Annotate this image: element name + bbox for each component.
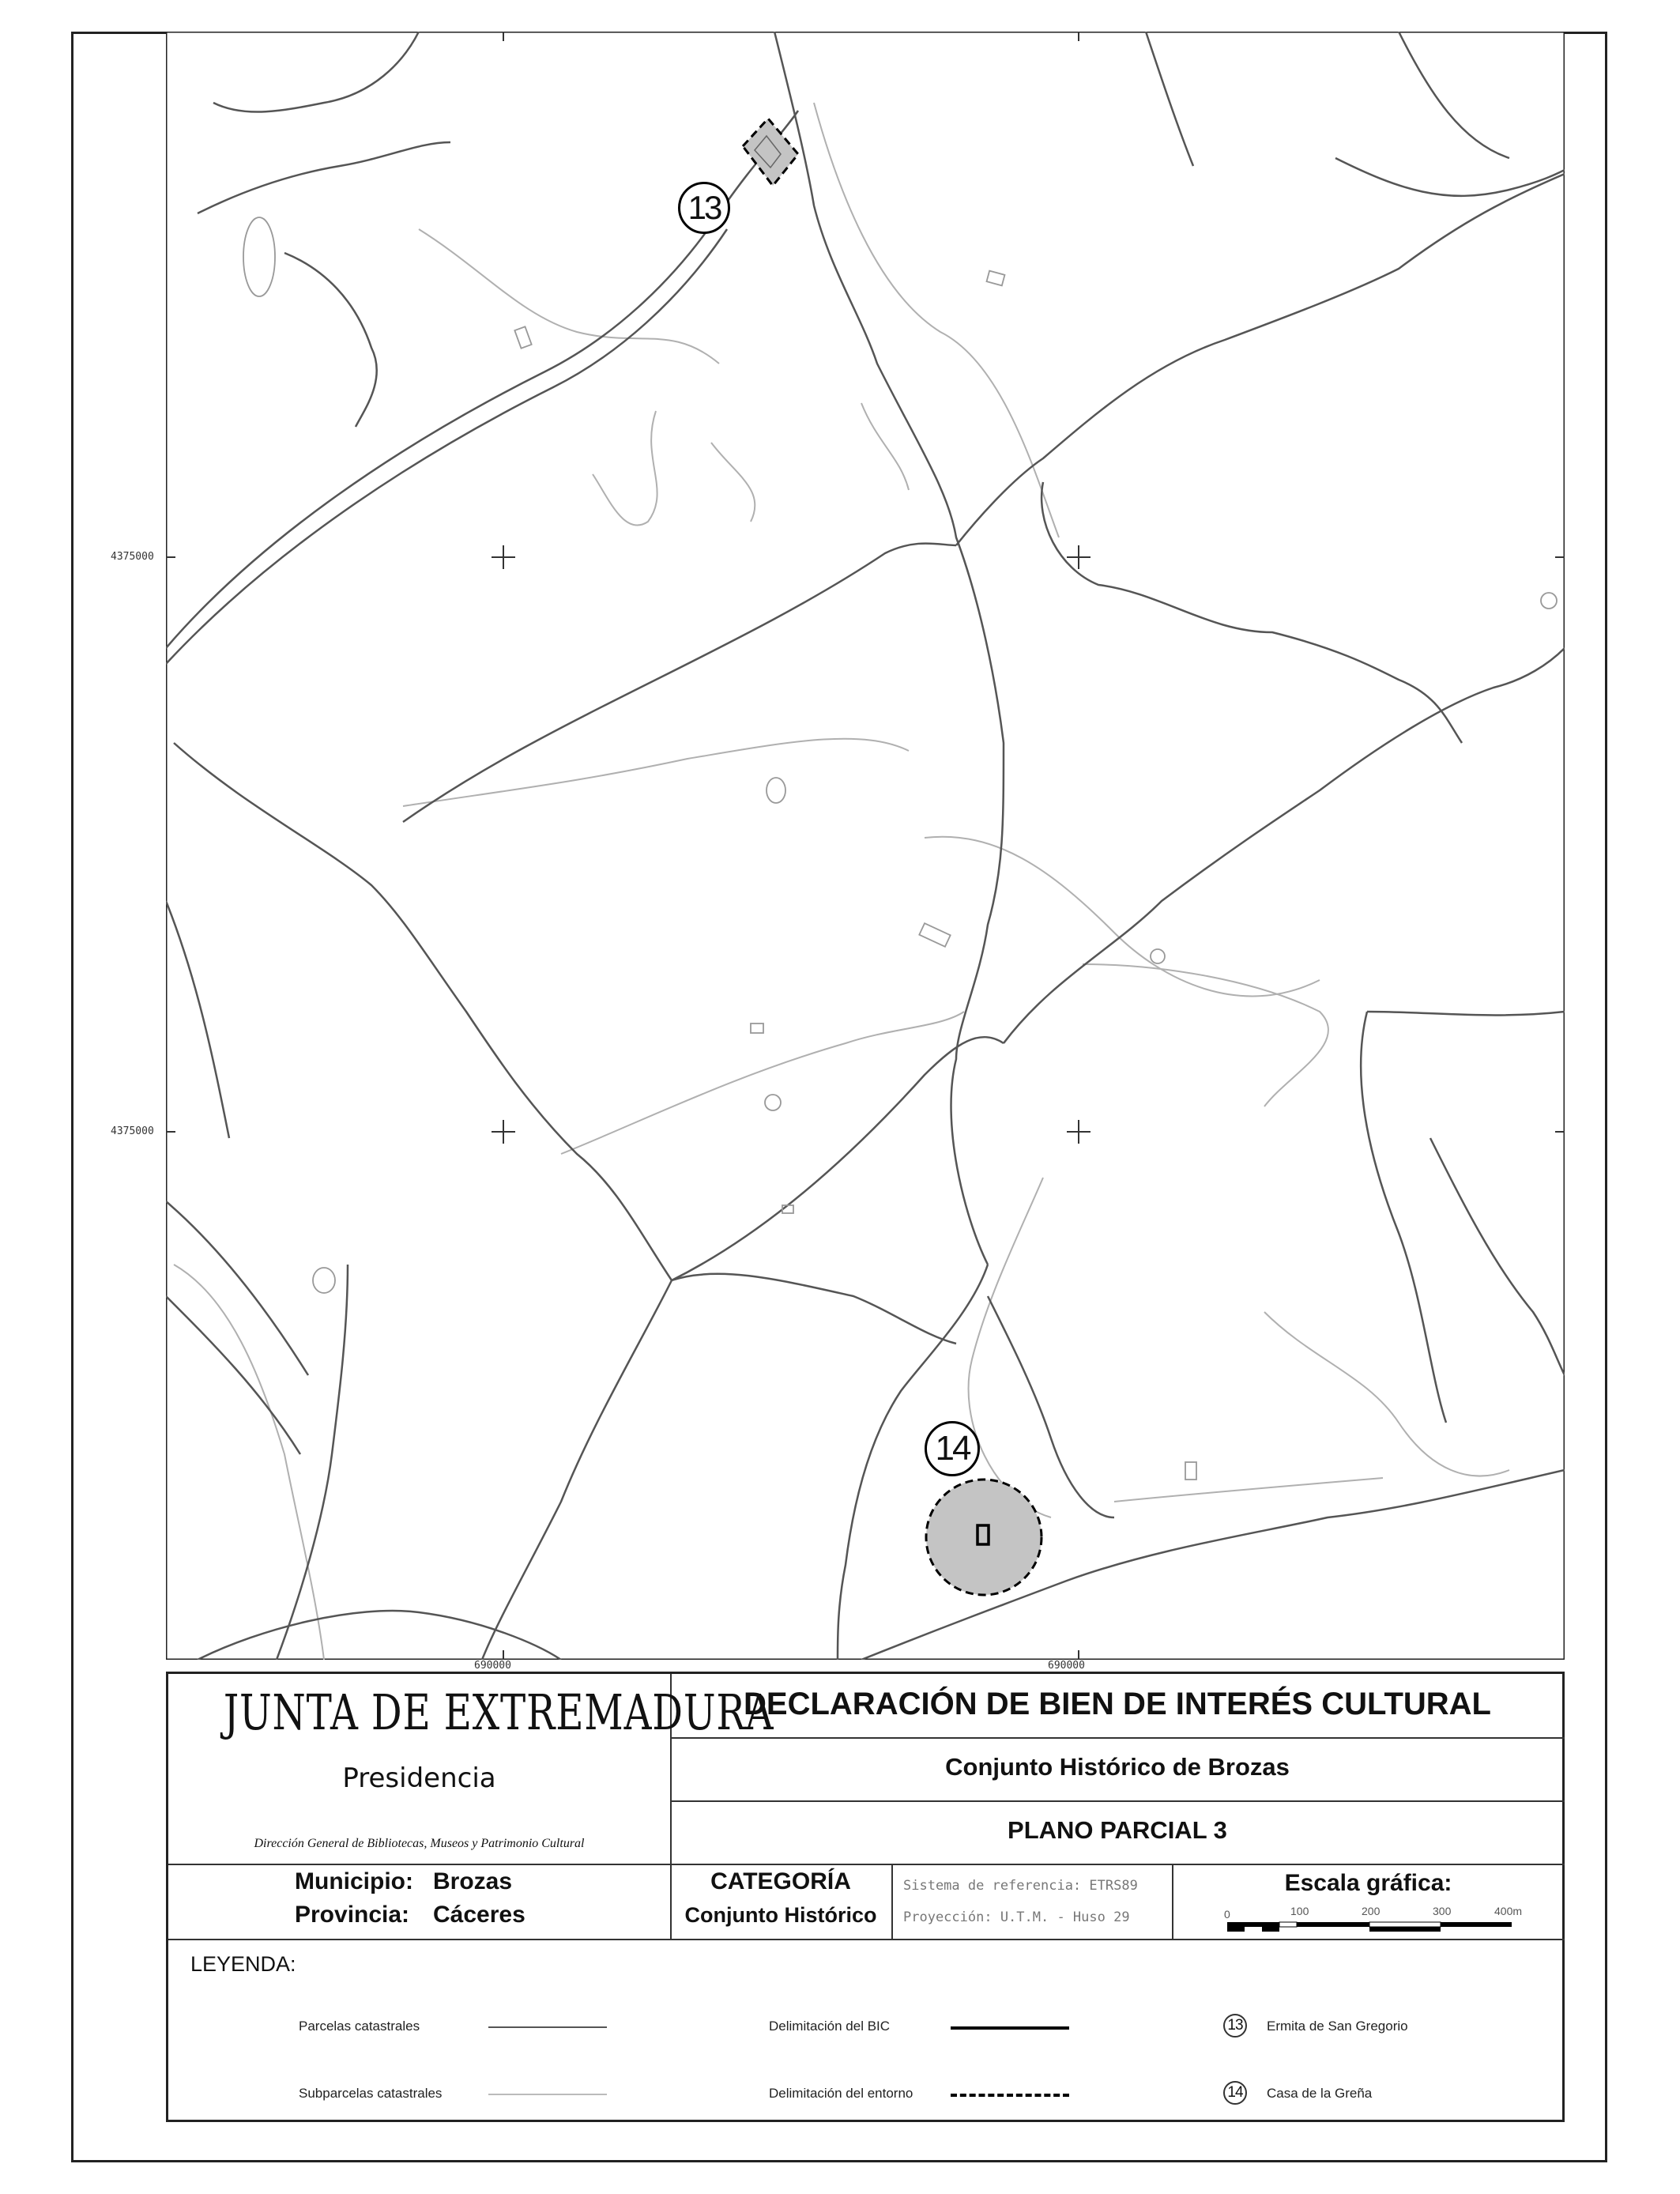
org-name: JUNTA DE EXTREMADURA bbox=[223, 1683, 774, 1741]
directorate-name: Dirección General de Bibliotecas, Museos y Patrimonio Cultural bbox=[254, 1837, 585, 1850]
site-13-number: 13 bbox=[687, 189, 721, 226]
categoria-label: CATEGORÍA bbox=[710, 1868, 851, 1894]
legend-site-13-marker bbox=[1223, 2014, 1247, 2038]
scale-bar-graphic bbox=[1227, 1921, 1512, 1936]
divider bbox=[168, 1864, 1565, 1865]
legend-site-14-number: 14 bbox=[1227, 2084, 1243, 2101]
legend-subparcelas-line bbox=[488, 2094, 607, 2095]
divider bbox=[670, 1737, 1565, 1739]
scale-bar bbox=[1224, 1905, 1523, 1935]
municipio-value: Brozas bbox=[433, 1868, 513, 1894]
site-14-bic-area bbox=[926, 1480, 1042, 1595]
site-14-number: 14 bbox=[935, 1429, 970, 1468]
scale-tick-400: 400m bbox=[1494, 1905, 1523, 1917]
reference-system: Sistema de referencia: ETRS89 bbox=[903, 1878, 1138, 1894]
coord-y-bottom: 4375000 bbox=[111, 1125, 154, 1137]
scale-tick-0: 0 bbox=[1224, 1908, 1230, 1921]
municipio-label: Municipio: bbox=[295, 1868, 413, 1894]
legend-site-13-number: 13 bbox=[1227, 2017, 1243, 2034]
legend-bic-line bbox=[951, 2026, 1069, 2030]
categoria-value: Conjunto Histórico bbox=[684, 1903, 877, 1927]
legend-bic-label: Delimitación del BIC bbox=[769, 2019, 891, 2034]
legend-site-14-name: Casa de la Greña bbox=[1267, 2086, 1373, 2101]
provincia-value: Cáceres bbox=[433, 1902, 525, 1928]
declaration-title: DECLARACIÓN DE BIEN DE INTERÉS CULTURAL bbox=[744, 1687, 1491, 1721]
site-13-label bbox=[678, 182, 730, 234]
legend-site-14-marker bbox=[1223, 2081, 1247, 2105]
subject-title: Conjunto Histórico de Brozas bbox=[945, 1753, 1290, 1781]
legend-entorno-line bbox=[951, 2094, 1069, 2097]
department-name: Presidencia bbox=[342, 1762, 496, 1794]
scale-label: Escala gráfica: bbox=[1284, 1870, 1452, 1896]
divider bbox=[891, 1864, 893, 1939]
legend-subparcelas-label: Subparcelas catastrales bbox=[299, 2086, 443, 2101]
legend-parcelas-label: Parcelas catastrales bbox=[299, 2019, 420, 2034]
provincia-label: Provincia: bbox=[295, 1902, 410, 1928]
plan-title: PLANO PARCIAL 3 bbox=[1008, 1816, 1227, 1844]
legend-title: LEYENDA: bbox=[190, 1952, 296, 1976]
projection: Proyección: U.T.M. - Huso 29 bbox=[903, 1909, 1130, 1925]
legend-site-13-name: Ermita de San Gregorio bbox=[1267, 2019, 1408, 2034]
scale-tick-200: 200 bbox=[1362, 1905, 1381, 1917]
legend-parcelas-line bbox=[488, 2026, 607, 2028]
site-14-label bbox=[925, 1421, 980, 1476]
legend-entorno-label: Delimitación del entorno bbox=[769, 2086, 913, 2101]
scale-tick-100: 100 bbox=[1290, 1905, 1309, 1917]
divider bbox=[670, 1800, 1565, 1802]
cadastral-map bbox=[166, 32, 1565, 1660]
coord-x-right: 690000 bbox=[1048, 1660, 1085, 1672]
divider bbox=[168, 1939, 1565, 1940]
scale-tick-300: 300 bbox=[1433, 1905, 1452, 1917]
coord-y-top: 4375000 bbox=[111, 551, 154, 563]
map-frame bbox=[166, 32, 1565, 1660]
coord-x-left: 690000 bbox=[474, 1660, 511, 1672]
title-block bbox=[166, 1672, 1565, 2122]
